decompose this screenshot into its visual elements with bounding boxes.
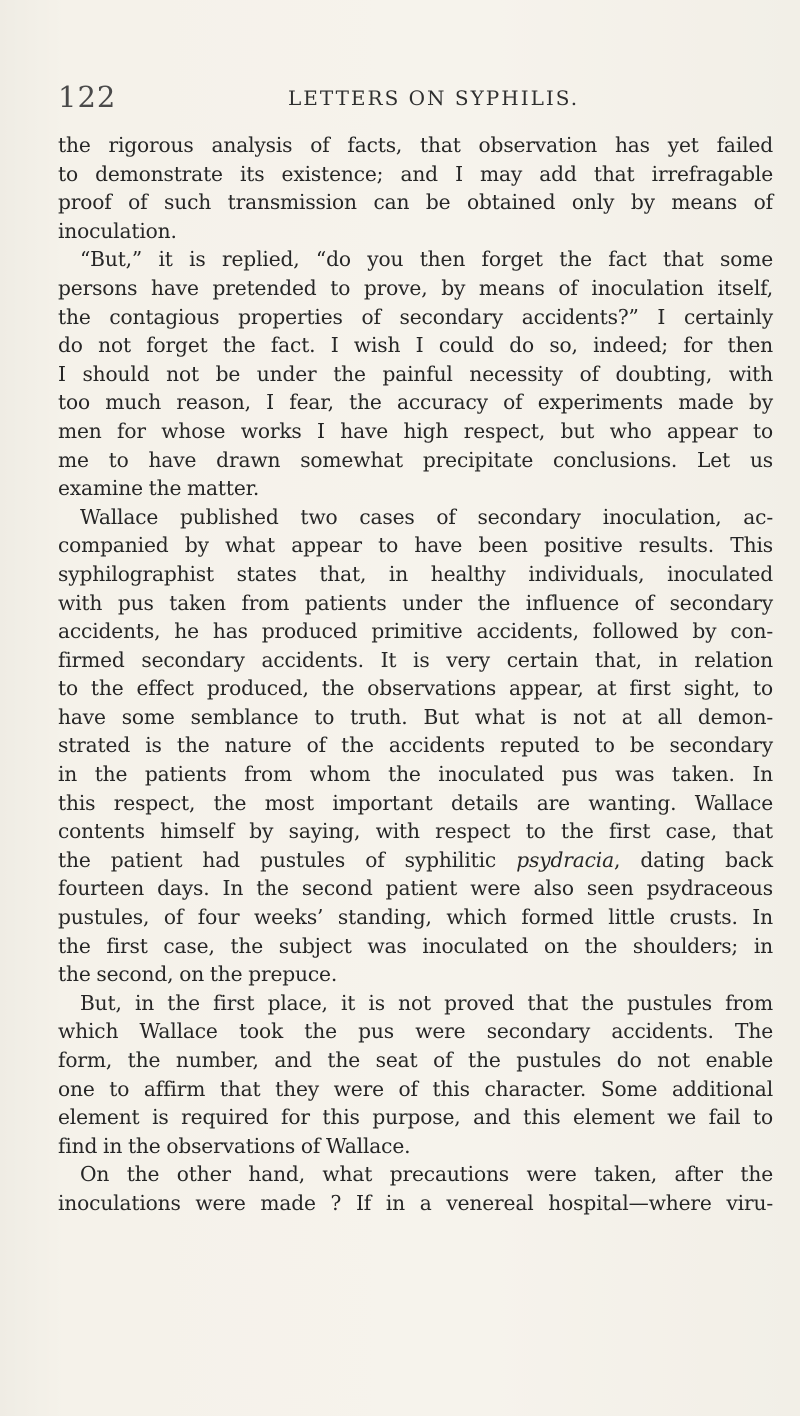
text-line: companied by what appear to have been positive results. This bbox=[58, 533, 773, 558]
text-line: find in the observations of Wallace. bbox=[58, 1133, 411, 1158]
text-line: Wallace published two cases of secondary inoculation, ac- bbox=[80, 504, 773, 529]
text-line: I should not be under the painful necessity of doubting, with bbox=[58, 361, 773, 386]
text-line: too much reason, I fear, the accuracy of experiments made by bbox=[58, 390, 773, 415]
text-line: element is required for this purpose, and this element we fail to bbox=[58, 1105, 773, 1130]
text-line: examine the matter. bbox=[58, 476, 260, 501]
italic-term: psydracia bbox=[516, 847, 614, 872]
text-line: firmed secondary accidents. It is very certain that, in relation bbox=[58, 647, 773, 672]
text-line: which Wallace took the pus were secondary accidents. The bbox=[58, 1019, 773, 1044]
text-line: me to have drawn somewhat precipitate conclusions. Let us bbox=[58, 447, 773, 472]
text-line: the second, on the prepuce. bbox=[58, 962, 338, 987]
body-text bbox=[58, 131, 773, 1218]
text-line: the first case, the subject was inoculated on the shoulders; in bbox=[58, 933, 773, 958]
text-line: in the patients from whom the inoculated pus was taken. In bbox=[58, 762, 773, 787]
text-line: On the other hand, what precautions were taken, after the bbox=[80, 1162, 773, 1187]
page-number: 122 bbox=[58, 80, 117, 114]
text-line: one to affirm that they were of this character. Some additional bbox=[58, 1076, 773, 1101]
text-line: proof of such transmission can be obtained only by means of bbox=[58, 190, 773, 215]
text-segment: , dating back bbox=[613, 847, 773, 872]
text-line: fourteen days. In the second patient were also seen psydraceous bbox=[58, 876, 773, 901]
text-line: strated is the nature of the accidents reputed to be secondary bbox=[58, 733, 773, 758]
text-line: to the effect produced, the observations appear, at first sight, to bbox=[58, 676, 773, 701]
text-line: men for whose works I have high respect, but who appear to bbox=[58, 418, 773, 443]
text-line: the rigorous analysis of facts, that observation has yet failed bbox=[58, 133, 773, 157]
text-line: “But,” it is replied, “do you then forget the fact that some bbox=[80, 247, 773, 272]
text-segment: the patient had pustules of syphilitic bbox=[58, 847, 517, 872]
text-line: inoculations were made ? If in a venereal hospital—where viru- bbox=[58, 1190, 773, 1215]
running-title: LETTERS ON SYPHILIS. bbox=[288, 86, 580, 110]
text-line: persons have pretended to prove, by means of inoculation itself, bbox=[58, 275, 773, 300]
text-line: have some semblance to truth. But what is not at all demon- bbox=[58, 704, 773, 729]
text-line: form, the number, and the seat of the pustules do not enable bbox=[58, 1048, 773, 1072]
text-line: the contagious properties of secondary accidents?” I certainly bbox=[58, 304, 773, 329]
text-line: do not forget the fact. I wish I could do so, indeed; for then bbox=[58, 333, 773, 358]
text-line bbox=[58, 846, 773, 875]
text-line: pustules, of four weeks’ standing, which formed little crusts. In bbox=[58, 905, 773, 930]
text-line: But, in the first place, it is not proved that the pustules from bbox=[80, 990, 773, 1015]
text-line: contents himself by saying, with respect to the first case, that bbox=[58, 819, 773, 844]
text-line: syphilographist states that, in healthy individuals, inoculated bbox=[58, 561, 773, 586]
text-line: accidents, he has produced primitive accidents, followed by con- bbox=[58, 619, 773, 644]
text-line: to demonstrate its existence; and I may add that irrefragable bbox=[58, 161, 773, 186]
text-line: with pus taken from patients under the influence of secondary bbox=[58, 590, 773, 615]
text-line: this respect, the most important details are wanting. Wallace bbox=[58, 790, 773, 815]
text-line: inoculation. bbox=[58, 218, 177, 243]
page-header bbox=[58, 80, 788, 112]
